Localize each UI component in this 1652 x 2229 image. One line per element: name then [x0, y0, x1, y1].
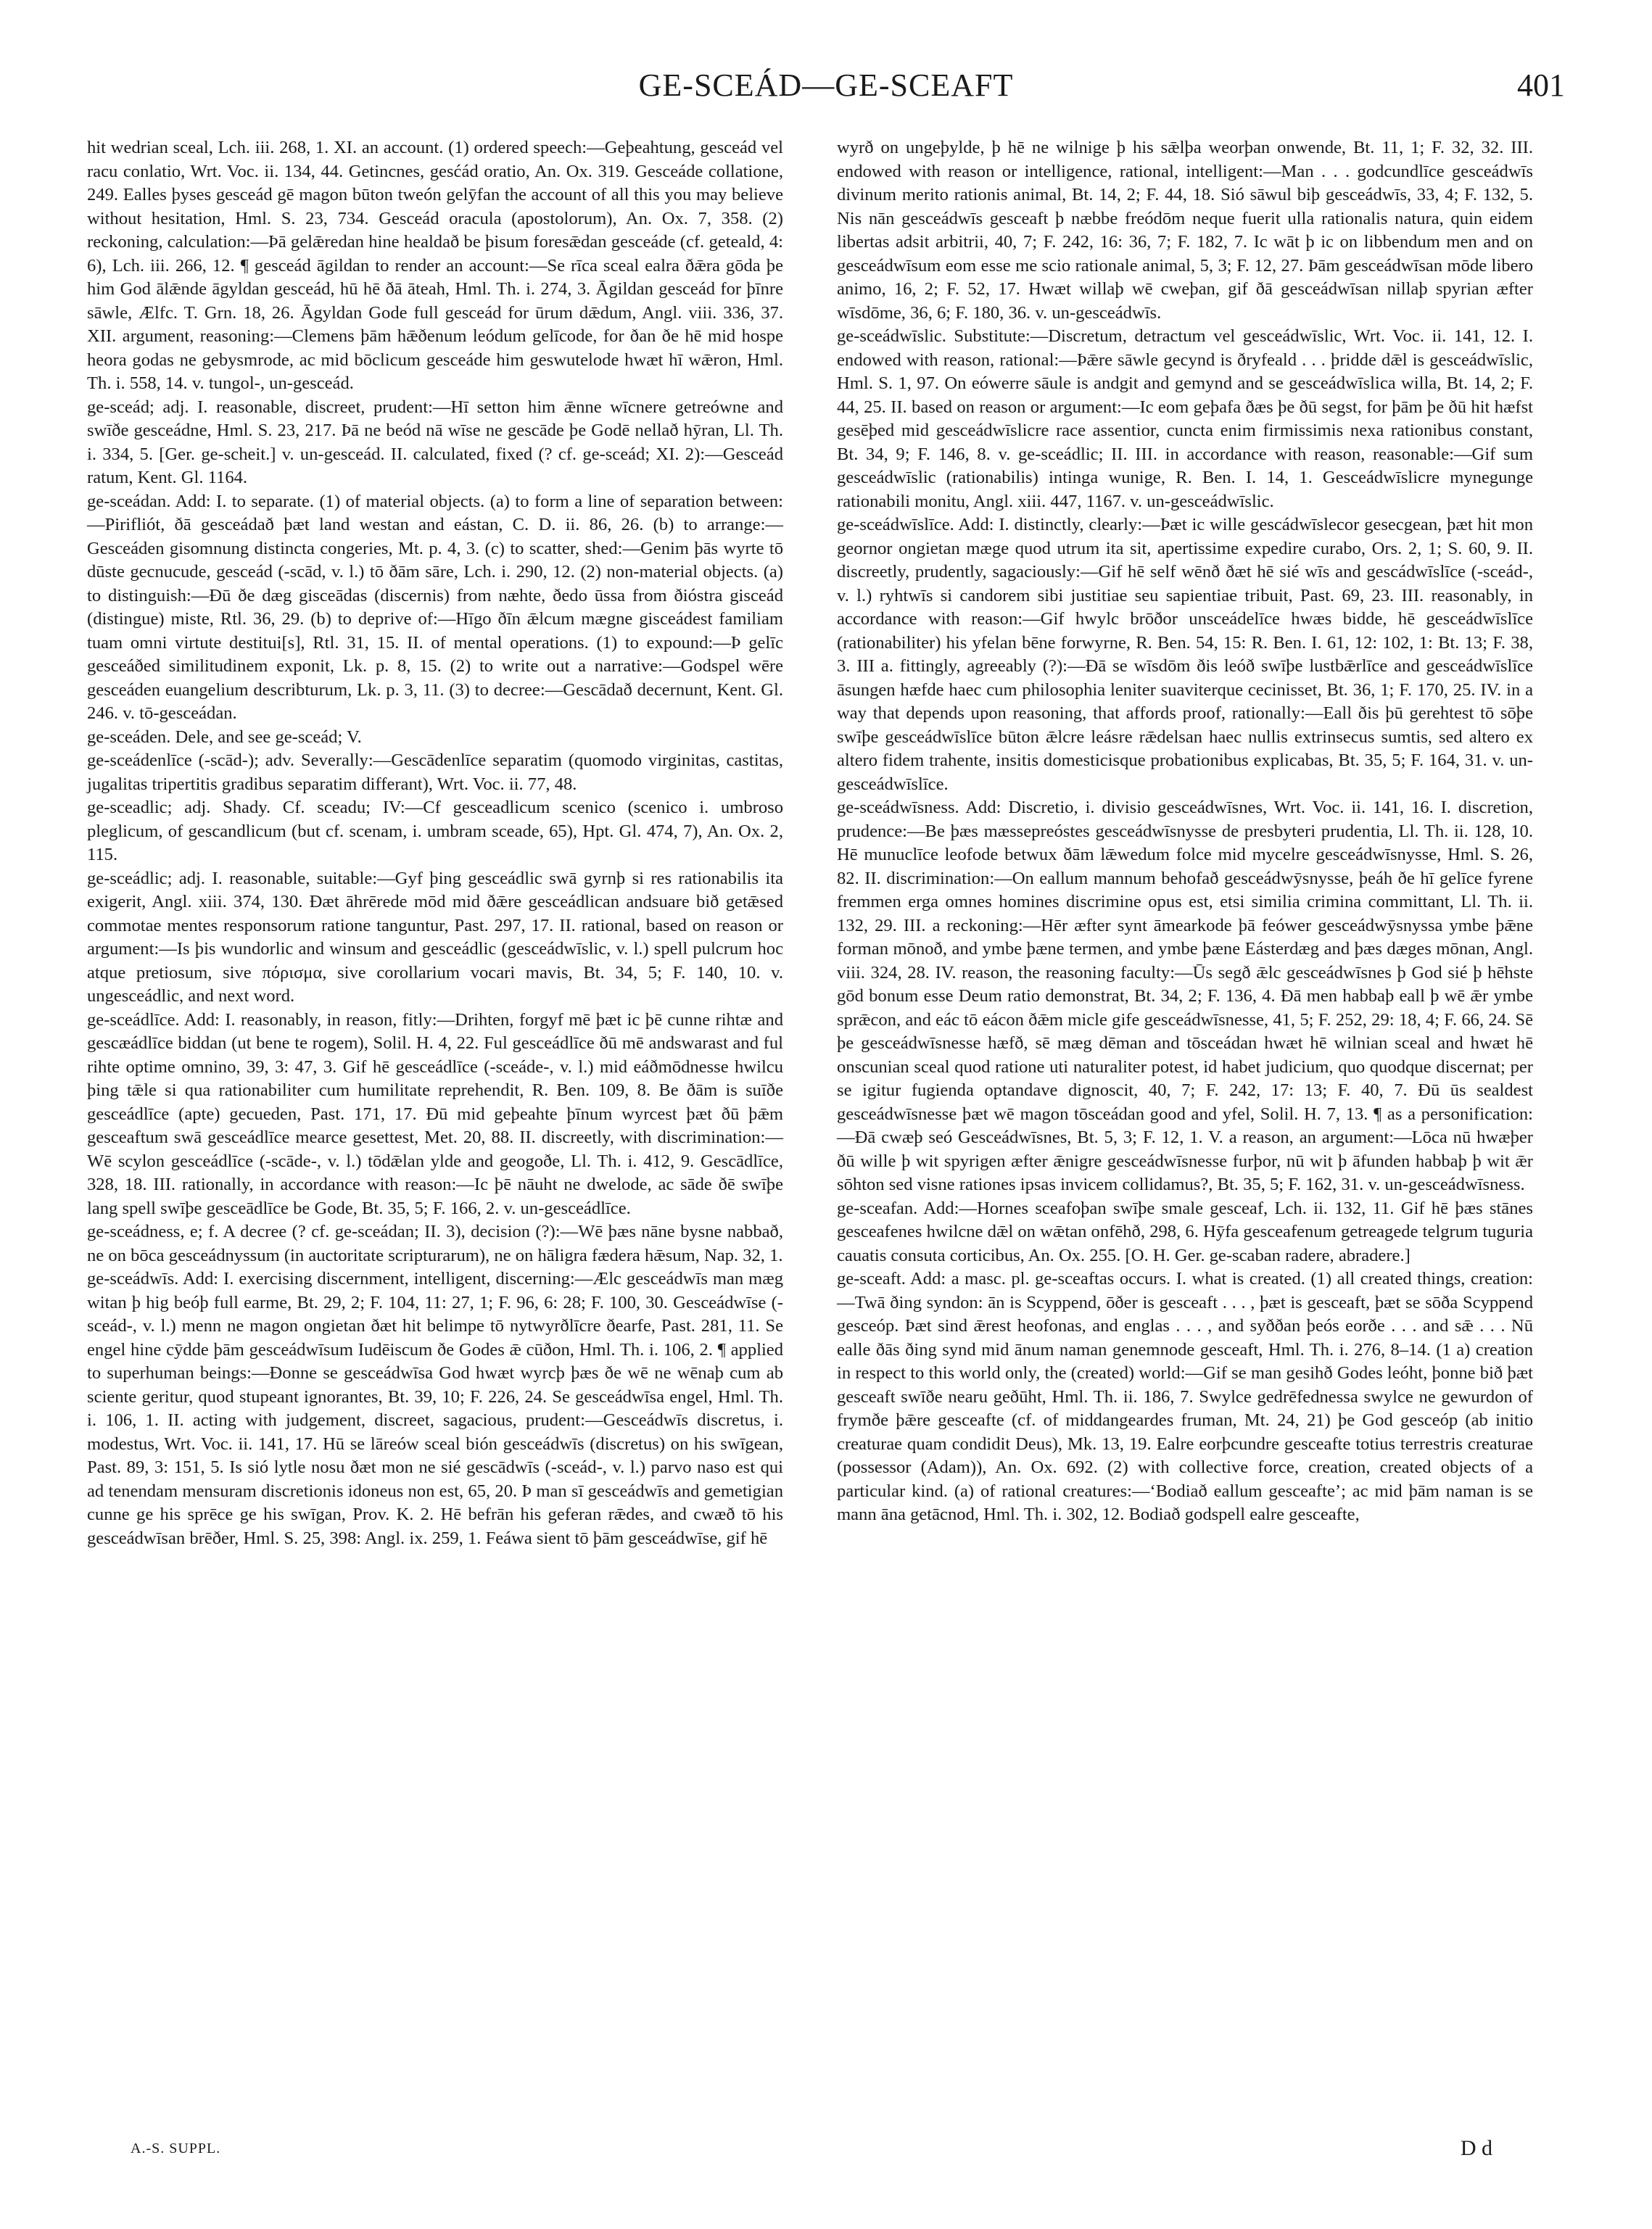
dictionary-entry: ge-sceádlīce. Add: I. reasonably, in reason, fitly:—Drihten, forgyf mē þæt ic þē cunne rihtæ and gescæádlīce biddan (ut bene te rogem), Solil. H. 4, 22. Ful gesceádlīce ðū mē andswarast and ful rihte optime omnino, 39, 3: 47, 3. Gif hē gesceádlīce (-sceáde-, v. l.) mid eáðmōdnesse hwilcu þing tǣle si qua rationabiliter cum humilitate reprehendit, R. Ben. 109, 8. Be ðām is suīðe gesceádlīce (apte) gecueden, Past. 171, 17. Ðū mid geþeahte þīnum wyrcest þæt ðū þǣm gesceaftum swā gesceádlīce mearce gesettest, Met. 20, 88. II. discreetly, with discrimination:—Wē scylon gesceádlīce (-scāde-, v. l.) tōdǣlan ylde and geogoðe, Ll. Th. i. 412, 9. Gescādlīce, 328, 18. III. rationally, in accordance with reason:—Ic þē nāuht ne dwelode, ac sāde ðē swīþe lang spell swīþe gesceādlīce be Gode, Bt. 35, 5; F. 166, 2. v. un-gesceádlīce.: [87, 1009, 783, 1218]
page-footer: [87, 2136, 1565, 2177]
page-number: 401: [1517, 67, 1565, 103]
dictionary-entry: ge-sceádan. Add: I. to separate. (1) of material objects. (a) to form a line of separation between:—Pirifliót, ðā gesceádað þæt land westan and eástan, C. D. ii. 86, 26. (b) to arrange:—Gesceáden gisomnung distincta congeries, Mt. p. 4, 3. (c) to scatter, shed:—Genim þās wyrte tō dūste gecnucude, gesceád (-scād, v. l.) tō ðām sāre, Lch. i. 290, 12. (2) non-material objects. (a) to distinguish:—Ðū ðe dæg gisceādas (discernis) from næhte, ðedo ūssa from ðióstra gisceád (distingue) miste, Rtl. 36, 29. (b) to deprive of:—Hīgo ðīn ǣlcum mægne gisceádest familiam tuam omni virtute destitui[s], Rtl. 31, 15. II. of mental operations. (1) to expound:—Þ gelīc gesceáðed similitudinem exponit, Lk. p. 8, 15. (2) to write out a narrative:—Godspel wēre gesceáden euangelium describturum, Lk. p. 3, 11. (3) to decree:—Gescādað decernunt, Kent. Gl. 246. v. tō-gesceádan.: [87, 491, 783, 723]
dictionary-entry: ge-sceádlic; adj. I. reasonable, suitable:—Gyf þing gesceádlic swā gyrnþ si res rationabilis ita exigerit, Angl. xiii. 374, 130. Ðæt āhrērede mōd mid ðǣre gesceádlican andsuare bið getǣsed commotae mentes responsorum ratione tanguntur, Past. 297, 17. II. rational, based on reason or argument:—Is þis wundorlic and winsum and gesceádlic (gesceádwīslic, v. l.) spell pulcrum hoc atque pretiosum, sive πόρισμα, sive corollarium vocari mavis, Bt. 34, 5; F. 140, 10. v. ungesceádlic, and next word.: [87, 868, 783, 1006]
dictionary-entry: ge-sceádwīslic. Substitute:—Discretum, detractum vel gesceádwīslic, Wrt. Voc. ii. 141, 12. I. endowed with reason, rational:—Þǣre sāwle gecynd is ðryfeald . . . þridde dǣl is gesceádwīslic, Hml. S. 1, 97. On eówerre sāule is andgit and gemynd and se gesceádwīslica willa, Bt. 14, 2; F. 44, 25. II. based on reason or argument:—Ic eom geþafa ðæs þe ðū segst, for þām þe ðū hit hæfst gesēþed mid gesceádwīslicre race assentior, cuncta enim firmissimis nexa rationibus constant, Bt. 34, 9; F. 146, 8. v. ge-sceádlic; II. III. in accordance with reason, reasonable:—Gif sum gesceádwīslic (rationabilis) intinga wunige, R. Ben. I. 14, 1. Gesceádwīslicre mynegunge rationabili monitu, Angl. xiii. 447, 1167. v. un-gesceádwīslic.: [837, 326, 1533, 511]
dictionary-entry: ge-sceafan. Add:—Hornes sceafoþan swīþe smale gesceaf, Lch. ii. 132, 11. Gif hē þæs stānes gesceafenes hwilcne dǣl on wǣtan onfēhð, 298, 6. Hȳfa gesceafenum getreagede telgrum tuguria cauatis consuta corticibus, An. Ox. 255. [O. H. Ger. ge-scaban radere, abradere.]: [837, 1198, 1533, 1265]
page-header: [87, 67, 1565, 125]
dictionary-entry: ge-sceáden. Dele, and see ge-sceád; V.: [87, 727, 362, 747]
dictionary-entry: ge-sceadlic; adj. Shady. Cf. sceadu; IV:—Cf gesceadlicum scenico (scenico i. umbroso pleglicum, of gescandlicum (but cf. scenam, i. umbram sceade, 65), Hpt. Gl. 474, 7), An. Ox. 2, 115.: [87, 798, 783, 864]
dictionary-entry: ge-sceádwīslīce. Add: I. distinctly, clearly:—Þæt ic wille gescádwīslecor gesecgean, þæt hit mon geornor ongietan mæge quod utrum ita sit, apertissime expedire curabo, Ors. 2, 1; S. 60, 9. II. discreetly, prudently, sagaciously:—Gif hē self wēnð ðæt hē sié wīs and gescádwīslīce (-sceád-, v. l.) ryhtwīs si candorem sibi justitiae seu sapientiae tribuit, Past. 69, 23. III. reasonably, in accordance with reason:—Gif hwylc brōðor unsceádelīce hwæs bidde, hē gesceádwīslīce (rationabiliter) his yfelan bēne forwyrne, R. Ben. 54, 15: R. Ben. I. 61, 12: 102, 1: Bt. 13; F. 38, 3. III a. fittingly, agreeably (?):—Ðā se wīsdōm ðis leóð swīþe lustbǣrlīce and gesceádwīslīce āsungen hæfde haec cum philosophia leniter suaviterque cecinisset, Bt. 36, 1; F. 170, 25. IV. in a way that depends upon reasoning, that affords proof, rationally:—Eall ðis þū gerehtest tō sōþe swīþe gesceádwīslīce būton ǣlcre leásre rǣdelsan haec nullis extrinsecus sumtis, sed altero ex altero fidem trahente, insitis domesticisque probationibus explicabas, Bt. 35, 5; F. 164, 31. v. un-gesceádwīslīce.: [837, 515, 1533, 794]
dictionary-entry: ge-sceádwīsness. Add: Discretio, i. divisio gesceádwīsnes, Wrt. Voc. ii. 141, 16. I. discretion, prudence:—Be þæs mæssepreóstes gesceádwīsnysse de presbyteri prudentia, Ll. Th. ii. 128, 10. Hē munuclīce leofode betwux ðām lǣwedum folce mid mycelre gesceádwīsnysse, Hml. S. 26, 82. II. discrimination:—On eallum mannum behofað gesceádwȳsnysse, þeáh ðe hī gelīce fyrene fremmen erga omnes homines discrimine opus est, etsi similia crimina committant, Ll. Th. ii. 132, 29. III. a reckoning:—Hēr æfter synt āmearkode þā feówer gesceádwȳsnyssa ymbe þǣne forman mōnoð, and ymbe þæne termen, and ymbe þæne Eásterdæg and þæs dæges mōnan, Angl. viii. 324, 28. IV. reason, the reasoning faculty:—Ūs segð ǣlc gesceádwīsnes þ God sié þ hēhste gōd bonum esse Deum ratio demonstrat, Bt. 34, 2; F. 136, 4. Ðā men habbaþ eall þ wē ǣr ymbe sprǣcon, and eác tō eácon ðǣm micle gife gesceádwīsnesse, 41, 5; F. 252, 29: 18, 4; F. 66, 24. Sē þe gesceádwīsnesse hæfð, sē mæg dēman and tōsceádan hwæt hē wilnian sceal and hwæt hē onscunian sceal quod ratione uti naturaliter potest, id habet judicium, quo quodque discernat; per se igitur fugienda optandave dignoscit, 40, 7; F. 242, 17: 13; F. 40, 7. Ðū ūs sealdest gesceádwīsnesse þæt wē magon tōsceádan good and yfel, Solil. H. 7, 13. ¶ as a personification:—Ðā cwæþ seó Gesceádwīsnes, Bt. 5, 3; F. 12, 1. V. a reason, an argument:—Lōca nū hwæþer ðū wille þ wit spyrigen æfter ǣnigre gesceádwīsnesse furþor, nū wit þ āfunden habbaþ þ wit ǣr sōhton sed visne rationes ipsas invicem collidamus?, Bt. 35, 5; F. 162, 31. v. un-gesceádwīsness.: [837, 798, 1533, 1194]
right-column: [837, 136, 1533, 1527]
dictionary-entry: ge-sceaft. Add: a masc. pl. ge-sceaftas occurs. I. what is created. (1) all created things, creation:—Twā ðing syndon: ān is Scyppend, ōðer is gesceaft . . . , þæt is gesceaft, þæt se sōða Scyppend gesceóp. Þæt sind ǣrest heofonas, and englas . . . , and syððan þeós eorðe . . . and sǣ . . . Nū ealle ðās ðing synd mid ānum naman genemnode gesceaft, Hml. Th. i. 276, 8–14. (1 a) creation in respect to this world only, the (created) world:—Gif se man gesihð Godes leóht, þonne bið þæt gesceaft swīðe nearu geðūht, Hml. Th. ii. 186, 7. Swylce gedrēfednessa swylce ne gewurdon of frymðe þǣre gesceafte (cf. of middangeardes fruman, Mt. 24, 21) þe God gesceóp (ab initio creaturae quam condidit Deus), Mk. 13, 19. Ealre eorþcundre gesceafte totius terrestris creaturae (possessor (Adam)), An. Ox. 692. (2) with collective force, creation, created objects of a particular kind. (a) of rational creatures:—‘Bodiað eallum gesceafte’; ac mid þām naman is se mann āna getācnod, Hml. Th. i. 302, 12. Bodiað godspell ealre gesceafte,: [837, 1269, 1533, 1524]
dictionary-entry: ge-sceádwīs. Add: I. exercising discernment, intelligent, discerning:—Ælc gesceádwīs man mæg witan þ hig beóþ full earme, Bt. 29, 2; F. 104, 11: 27, 1; F. 96, 6: 28; F. 100, 30. Gesceádwīse (-sceád-, v. l.) menn ne magon ongietan ðæt hit belimpe tō nytwyrðlīcre ðearfe, Past. 281, 11. Se engel hine cȳdde þām gesceádwīsum Iudēiscum ðe Godes ǣ cūðon, Hml. Th. i. 106, 2. ¶ applied to superhuman beings:—Ðonne se gesceádwīsa God hwæt wyrcþ þæs ðe wē ne wēnaþ cum ab sciente geritur, quod stupeant ignorantes, Bt. 39, 10; F. 226, 24. Se gesceádwīsa engel, Hml. Th. i. 106, 1. II. acting with judgement, discreet, sagacious, prudent:—Gesceádwīs discretus, i. modestus, Wrt. Voc. ii. 141, 17. Hū se lāreów sceal bión gesceádwīs (discretus) on his swīgean, Past. 89, 3: 151, 5. Is sió lytle nosu ðæt mon ne sié gescādwīs (-sceád-, v. l.) parvo naso est qui ad tenendam mensuram discretionis idoneus non est, 65, 20. Þ man sī gesceádwīs and gemetigian cunne ge his sprēce ge his swīgan, Prov. K. 2. Hē befrān his geferan rǣdes, and cwæð tō his gesceádwīsan brēðer, Hml. S. 25, 398: Angl. ix. 259, 1. Feáwa sient tō þām gesceádwīse, gif hē: [87, 1269, 783, 1548]
signature-mark-right: D d: [1460, 2136, 1492, 2160]
running-head: GE-SCEÁD—GE-SCEAFT: [638, 67, 1014, 103]
dictionary-entry: wyrð on ungeþylde, þ hē ne wilnige þ his sǣlþa weorþan onwende, Bt. 11, 1; F. 32, 32. III. endowed with reason or intelligence, rational, intelligent:—Man . . . godcundlīce gesceádwīs divinum merito rationis animal, Bt. 14, 2; F. 44, 18. Sió sāwul biþ gesceádwīs, 33, 4; F. 132, 5. Nis nān gesceádwīs gesceaft þ næbbe freódōm neque fuerit ulla rationalis natura, quin eidem libertas adsit arbitrii, 40, 7; F. 242, 16: 36, 7; F. 182, 7. Ic wāt þ ic on libbendum men and on gesceádwīsum eom esse me scio rationale animal, 5, 3; F. 12, 27. Þām gesceádwīsan mōde libero animo, 16, 2; F. 52, 17. Hwæt willaþ wē cweþan, gif ðā gesceádwīsan nillaþ spyrian æfter wīsdōme, 36, 6; F. 180, 36. v. un-gesceádwīs.: [837, 138, 1533, 323]
dictionary-entry: ge-sceád; adj. I. reasonable, discreet, prudent:—Hī setton him ǣnne wīcnere getreówne and swīðe gesceádne, Hml. S. 23, 217. Þā ne beód nā wīse ne gescāde þe Godē nellað hȳran, Ll. Th. i. 334, 5. [Ger. ge-scheit.] v. un-gesceád. II. calculated, fixed (? cf. ge-sceád; XI. 2):—Gesceád ratum, Kent. Gl. 1164.: [87, 397, 783, 487]
dictionary-entry: hit wedrian sceal, Lch. iii. 268, 1. XI. an account. (1) ordered speech:—Geþeahtung, gesceád vel racu conlatio, Wrt. Voc. ii. 134, 44. Getincnes, gesćád oratio, An. Ox. 319. Gesceáde collatione, 249. Ealles þyses gesceád gē magon būton tweón gelȳfan the account of all this you may believe without hesitation, Hml. S. 23, 734. Gesceád oracula (apostolorum), An. Ox. 7, 358. (2) reckoning, calculation:—Þā gelǣredan hine healdað be þisum foresǣdan gesceáde (cf. geteald, 4: 6), Lch. iii. 266, 12. ¶ gesceád āgildan to render an account:—Se rīca sceal ealra ðǣra gōda þe him God ālǣnde āgyldan gesceád, hū hē ðā āteah, Hml. Th. i. 274, 3. Āgildan gesceád for þīnre sāwle, Ælfc. T. Grn. 18, 26. Āgyldan Gode full gesceád for ūrum dǣdum, Angl. viii. 336, 37. XII. argument, reasoning:—Clemens þām hǣðenum leódum gelīcode, for ðan ðe hē mid hospe heora godas ne gebysmrode, ac mid bōclicum gesceáde him geswutelode hwæt hī wǣron, Hml. Th. i. 558, 14. v. tungol-, un-gesceád.: [87, 138, 783, 393]
left-column: [87, 136, 783, 1550]
dictionary-entry: ge-sceádness, e; f. A decree (? cf. ge-sceádan; II. 3), decision (?):—Wē þæs nāne bysne nabbað, ne on bōca gesceádnyssum (in auctoritate scripturarum), ne on hāligra fædera hǣsum, Nap. 32, 1.: [87, 1222, 783, 1265]
signature-mark-left: A.-S. SUPPL.: [131, 2141, 221, 2156]
dictionary-entry: ge-sceádenlīce (-scād-); adv. Severally:—Gescādenlīce separatim (quomodo virginitas, castitas, jugalitas tripertitis gradibus separatim differant), Wrt. Voc. ii. 77, 48.: [87, 750, 783, 794]
